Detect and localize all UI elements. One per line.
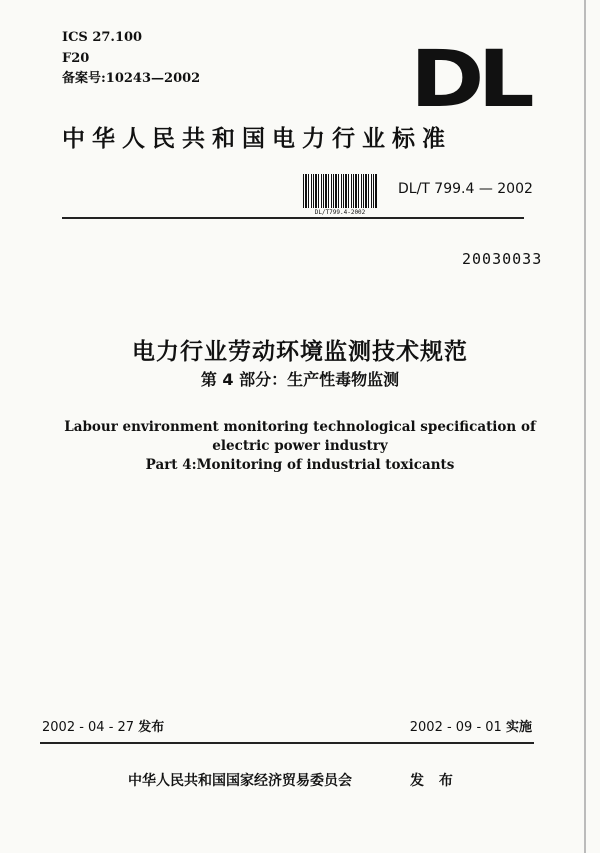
implementation-date-value: 2002 - 09 - 01	[409, 720, 502, 735]
issue-action: 发 布	[410, 773, 458, 789]
bottom-divider	[40, 742, 534, 744]
scan-edge	[584, 0, 586, 853]
registration-number: 备案号:10243—2002	[62, 71, 201, 86]
barcode-text: DL/T799.4-2002	[314, 209, 366, 216]
issuing-authority: 中华人民共和国国家经济贸易委员会	[128, 773, 352, 789]
issue-date-value: 2002 - 04 - 27	[42, 720, 135, 735]
implementation-date-label: 实施	[505, 720, 532, 735]
title-english	[0, 418, 600, 475]
standard-code: DL/T 799.4 — 2002	[398, 181, 533, 197]
title-english-line-1: Labour environment monitoring technological specification of	[64, 419, 536, 435]
title-english-line-3: Part 4:Monitoring of industrial toxicants	[145, 457, 455, 473]
implementation-date	[410, 720, 532, 736]
title-chinese: 电力行业劳动环境监测技术规范	[132, 339, 468, 365]
standard-type-heading: 中华人民共和国电力行业标准	[62, 126, 452, 152]
top-divider	[62, 217, 524, 219]
subtitle-chinese: 第 4 部分：生产性毒物监测	[200, 370, 400, 389]
dl-logo: DL	[410, 35, 528, 125]
barcode-icon	[303, 174, 377, 208]
issue-date-label: 发布	[138, 720, 165, 735]
title-english-line-2: electric power industry	[212, 438, 388, 454]
handwritten-number: 20030033	[462, 250, 543, 268]
issue-date	[42, 720, 164, 736]
classification-code: F20	[62, 51, 90, 66]
ics-code: ICS 27.100	[62, 30, 143, 45]
